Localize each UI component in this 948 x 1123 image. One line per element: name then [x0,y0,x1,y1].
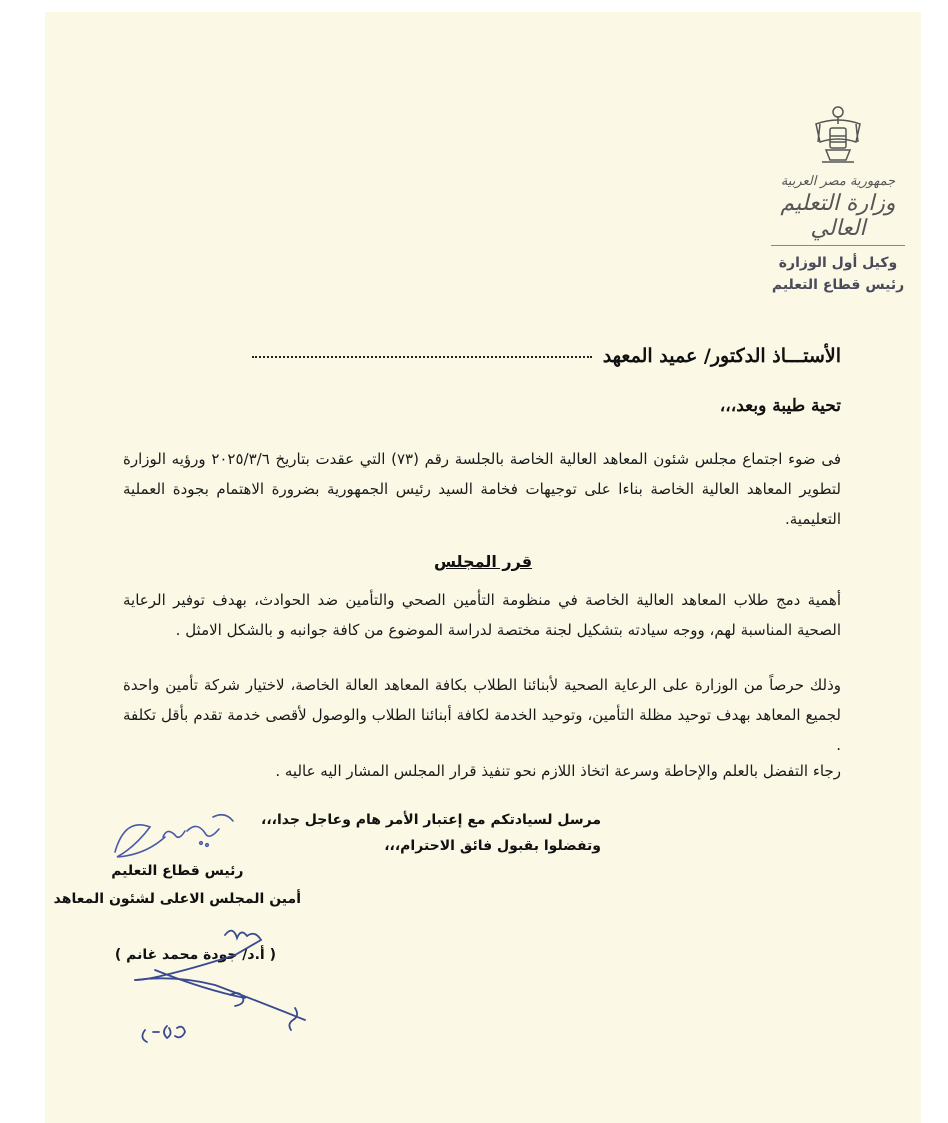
addressee-line [241,345,841,367]
ministry-name: وزارة التعليم العالي [780,191,896,241]
letter-page [45,12,921,1123]
header-divider [771,245,905,246]
republic-name: جمهورية مصر العربية [780,174,896,189]
sign-off [261,807,601,859]
addressee-text: الأستـــاذ الدكتور/ عميد المعهد [602,345,841,367]
greeting: تحية طيبة وبعد،،، [719,396,841,416]
sector-head-title: رئيس قطاع التعليم [771,277,905,293]
decision-paragraph-2: وذلك حرصاً من الوزارة على الرعاية الصحية لأبنائنا الطلاب بكافة المعاهد العالة الخاصة، لاختيار شركة تأمين واحدة لجميع المعاهد بهدف توحيد مظلة التأمين، وتوحيد الخدمة لكافة أبنائنا الطلاب والوصول لأقصى خدمة تقدم بأقل تكلفة . [123,676,841,754]
eagle-emblem-icon [808,102,868,172]
decision-paragraph-1: أهمية دمج طلاب المعاهد العالية الخاصة في منظومة التأمين الصحي والتأمين ضد الحوادث، بهدف توفير الرعاية الصحية المناسبة لهم، ووجه سيادته بتشكيل لجنة مختصة لدراسة الموضوع من كافة جوانبه و بالشكل الامثل . [123,591,841,639]
sign-off-line-2: وتفضلوا بقبول فائق الاحترام،،، [384,838,601,854]
signatory-title-1: رئيس قطاع التعليم [111,863,244,879]
handwritten-note-icon [105,807,245,877]
signatory-title-2: أمين المجلس الاعلى لشئون المعاهد [53,891,301,907]
letterhead [763,102,913,312]
dotted-fill-line [252,356,592,358]
sign-off-line-1: مرسل لسيادتكم مع إعتبار الأمر هام وعاجل جدا،،، [261,812,601,828]
decision-heading: قرر المجلس [433,552,533,571]
deputy-title: وكيل أول الوزارة [778,255,898,271]
signature-scribble-icon [115,920,315,1060]
intro-paragraph: فى ضوء اجتماع مجلس شئون المعاهد العالية الخاصة بالجلسة رقم (٧٣) التي عقدت بتاريخ ٢٠٢٥/٣/٦ ورؤيه الوزارة لتطوير المعاهد العالية الخاصة بناءا على توجيهات فخامة السيد رئيس الجمهورية بضرورة الاهتمام بجودة العملية التعليمية. [123,450,842,528]
signatory-name: ( أ.د/ جودة محمد غانم ) [114,947,276,963]
closing-paragraph: رجاء التفضل بالعلم والإحاطة وسرعة اتخاذ اللازم نحو تنفيذ قرار المجلس المشار اليه عاليه . [275,762,841,780]
